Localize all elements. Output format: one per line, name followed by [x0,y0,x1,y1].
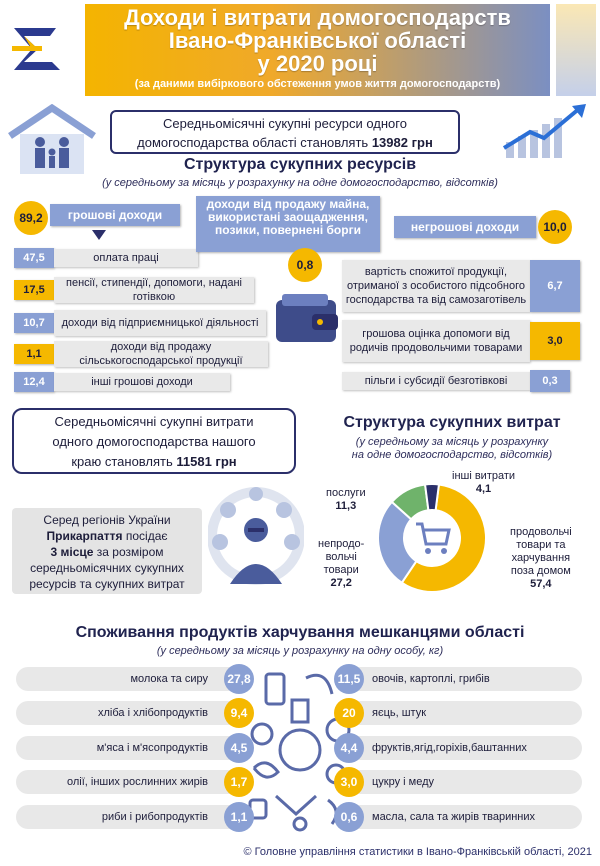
money-item-row [14,341,278,367]
food-item-label: олії, інших рослинних жирів [16,770,242,794]
food-item-label: риби і рибопродуктів [16,805,242,829]
nonmoney-item-value: 0,3 [530,370,570,392]
food-item-value: 4,5 [224,733,254,763]
expenses-structure-title: Структура сукупних витрат [343,414,561,431]
region-line-1: Серед регіонів України [43,513,171,527]
money-item-row [14,372,278,392]
title-line-2: Івано-Франківської області [168,28,467,53]
food-item [16,664,256,694]
food-item-label: фруктів,ягід,горіхів,баштанних [346,736,582,760]
food-item-value: 27,8 [224,664,254,694]
pie-label-food [510,526,572,591]
expenses-total-value: 11581 грн [176,454,237,469]
pie-label-food-4: поза домом [510,565,571,577]
nonmoney-item-row [342,320,580,362]
title-line-3: у 2020 році [257,51,378,76]
food-item [16,733,256,763]
pie-label-food-3: харчування [511,552,571,564]
expenses-note-line-1: (у середньому за місяць у розрахунку [355,436,549,448]
nonmoney-income-label: негрошові доходи [394,216,536,238]
expenses-box-line-1: Середньомісячні сукупні витрати [54,414,254,429]
pie-label-services [326,487,366,513]
person-spending-icon [208,486,304,598]
money-item-row [14,277,278,303]
pie-label-food-1: продовольчі [510,526,572,538]
food-item [334,733,584,763]
food-item-label: овочів, картоплі, грибів [346,667,582,691]
expenses-note-line-2: на одне домогосподарство, відсотків) [351,449,553,461]
food-item-value: 9,4 [224,698,254,728]
nonmoney-item-row [342,260,580,312]
nonmoney-item-label: вартість спожитої продукції, отриманої з особистого підсобного господарства та від самозаготівель [342,260,530,312]
property-income-label: доходи від продажу майна, використані заощадження, позики, повернені борги [196,196,380,252]
region-line-3: за розміром [96,545,164,559]
nonmoney-item-value: 6,7 [530,260,580,312]
food-item-label: хліба і хлібопродуктів [16,701,242,725]
food-item [334,767,584,797]
food-item-value: 1,7 [224,767,254,797]
pie-label-other [452,470,515,496]
food-item [334,802,584,832]
logo [6,18,68,80]
title-banner [85,4,550,96]
pie-value-nonfood: 27,2 [330,577,352,589]
food-item-label: яєць, штук [346,701,582,725]
food-item-label: масла, сала та жирів тваринних [346,805,582,829]
title-line-1: Доходи і витрати домогосподарств [124,5,511,30]
food-item [16,802,256,832]
food-item-value: 4,4 [334,733,364,763]
money-item-label: інші грошові доходи [54,373,230,391]
money-item-value: 1,1 [14,344,54,364]
food-note: (у середньому за місяць у розрахунку на одну особу, кг) [156,645,444,657]
resources-box-line-2: домогосподарства області становлять [137,135,369,150]
region-name: Прикарпаття [46,529,123,543]
money-item-label: пенсії, стипендії, допомоги, надані готівкою [54,277,254,303]
food-title: Споживання продуктів харчування мешканцями області [75,624,525,641]
resources-total-value: 13982 грн [371,135,433,150]
down-arrow-icon [92,230,106,240]
region-line-2: посідає [125,529,168,543]
property-income-value: 0,8 [288,248,322,282]
logo-icon [6,18,68,80]
pie-value-food: 57,4 [530,578,552,590]
pie-label-nonfood [318,538,364,590]
pie-value-other: 4,1 [475,483,492,495]
nonmoney-item-row [342,370,580,392]
food-item-label: м'яса і м'ясопродуктів [16,736,242,760]
region-rank-box [12,508,202,594]
resources-box-line-1: Середньомісячні сукупні ресурси одного [163,116,407,131]
food-item [16,767,256,797]
region-rank: 3 місце [50,545,94,559]
footer-copyright: © Головне управління статистики в Івано-Франківській області, 2021 [243,846,592,858]
pie-value-services: 11,3 [335,500,357,512]
money-item-row [14,310,278,336]
nonmoney-item-value: 3,0 [530,322,580,360]
cart-icon [414,520,452,556]
growth-chart-icon [500,102,592,162]
food-item-value: 20 [334,698,364,728]
expenses-total-box [12,408,296,474]
pie-label-food-2: товари та [516,539,566,551]
food-item [334,698,584,728]
money-item-label: оплата праці [54,249,198,267]
food-item-label: молока та сиру [16,667,242,691]
money-item-label: доходи від продажу сільськогосподарської продукції [54,341,268,367]
resources-structure-title: Структура сукупних ресурсів [183,156,417,173]
money-item-value: 10,7 [14,313,54,333]
food-item [16,698,256,728]
nonmoney-item-label: пільги і субсидії безготівкові [342,372,530,390]
money-item-value: 12,4 [14,372,54,392]
food-item-value: 0,6 [334,802,364,832]
subtitle: (за даними вибіркового обстеження умов життя домогосподарств) [134,78,501,90]
food-item [334,664,584,694]
pie-label-services-text: послуги [326,487,366,499]
food-item-label: цукру і меду [346,770,582,794]
corner-decoration [556,4,596,96]
money-income-value: 89,2 [14,201,48,235]
pie-label-nonfood-3: товари [323,564,359,576]
money-item-value: 47,5 [14,248,54,268]
pie-label-nonfood-2: вольчі [325,551,357,563]
region-line-4: середньомісячних сукупних [30,561,184,575]
pie-label-other-text: інші витрати [452,470,516,482]
nonmoney-item-label: грошова оцінка допомоги від родичів продовольчими товарами [342,320,530,362]
expenses-box-line-2: одного домогосподарства нашого [52,434,256,449]
money-item-label: доходи від підприємницької діяльності [54,310,266,336]
food-item-value: 3,0 [334,767,364,797]
expenses-box-line-3: краю становлять [71,454,173,469]
food-item-value: 11,5 [334,664,364,694]
money-income-label: грошові доходи [50,204,180,226]
resources-total-box [110,110,460,154]
nonmoney-income-value: 10,0 [538,210,572,244]
wallet-icon [272,292,342,346]
region-line-5: ресурсів та сукупних витрат [29,577,185,591]
pie-label-nonfood-1: непродо- [318,538,365,550]
pie-slice [425,484,439,510]
resources-structure-note: (у середньому за місяць у розрахунку на одне домогосподарство, відсотків) [102,177,498,189]
money-item-value: 17,5 [14,280,54,300]
food-item-value: 1,1 [224,802,254,832]
